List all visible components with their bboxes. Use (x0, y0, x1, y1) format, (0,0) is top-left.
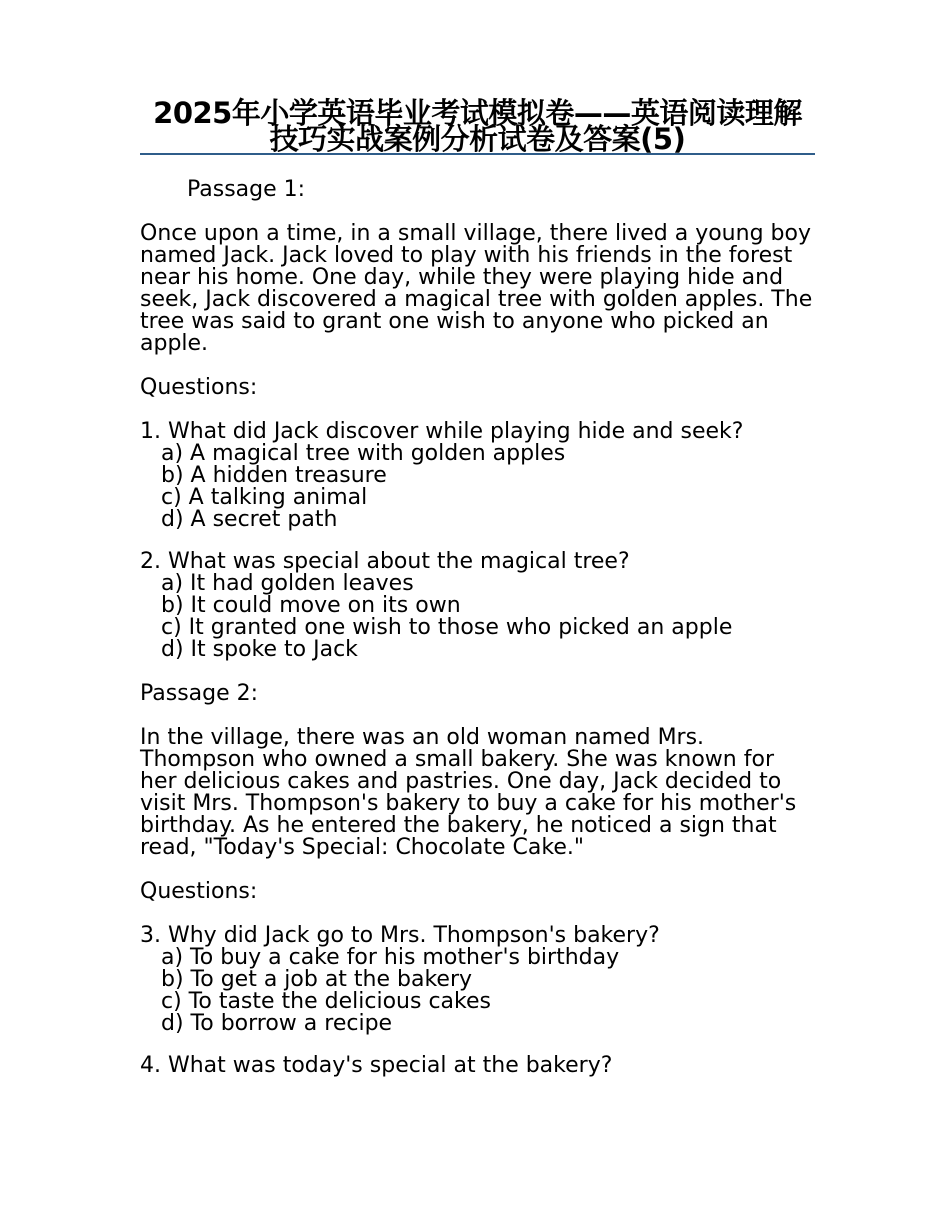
question-1-text: 1. What did Jack discover while playing hide and seek? (140, 419, 744, 444)
passage-1-label: Passage 1: (187, 177, 306, 202)
document-title: 2025年小学英语毕业考试模拟卷——英语阅读理解技巧实战案例分析试卷及答案(5) (140, 100, 815, 155)
question-3-text: 3. Why did Jack go to Mrs. Thompson's bakery? (140, 923, 660, 948)
document-page (140, 96, 815, 1078)
question-3-option-c: c) To taste the delicious cakes (161, 989, 491, 1014)
question-3-option-d: d) To borrow a recipe (161, 1011, 393, 1036)
question-1 (140, 421, 815, 531)
question-2-option-d: d) It spoke to Jack (161, 637, 358, 662)
passage-2-text: In the village, there was an old woman named Mrs. Thompson who owned a small bakery. She was known for her delicious cakes and pastries. One day, Jack decided to visit Mrs. Thompson's bakery to buy a cake for his mother's birthday. As he entered the bakery, he noticed a sign that read, "Today's Special: Chocolate Cake." (140, 725, 797, 860)
questions-label-1: Questions: (140, 375, 258, 400)
passage-2-label: Passage 2: (140, 681, 259, 706)
question-3 (140, 925, 815, 1035)
passage-1-text: Once upon a time, in a small village, there lived a young boy named Jack. Jack loved to play with his friends in the forest near his home. One day, while they were playing hide and seek, Jack discovered a magical tree with golden apples. The tree was said to grant one wish to anyone who picked an apple. (140, 221, 813, 356)
question-1-option-c: c) A talking animal (161, 485, 368, 510)
question-1-option-a: a) A magical tree with golden apples (161, 441, 566, 466)
question-2-text: 2. What was special about the magical tree? (140, 549, 630, 574)
question-2-option-c: c) It granted one wish to those who picked an apple (161, 615, 733, 640)
questions-label-2: Questions: (140, 879, 258, 904)
question-1-option-b: b) A hidden treasure (161, 463, 387, 488)
question-2-option-b: b) It could move on its own (161, 593, 461, 618)
question-1-option-d: d) A secret path (161, 507, 338, 532)
question-2 (140, 551, 815, 661)
question-3-option-b: b) To get a job at the bakery (161, 967, 473, 992)
question-2-option-a: a) It had golden leaves (161, 571, 414, 596)
question-4 (140, 1055, 815, 1077)
question-3-option-a: a) To buy a cake for his mother's birthday (161, 945, 620, 970)
question-4-text: 4. What was today's special at the bakery? (140, 1053, 613, 1078)
